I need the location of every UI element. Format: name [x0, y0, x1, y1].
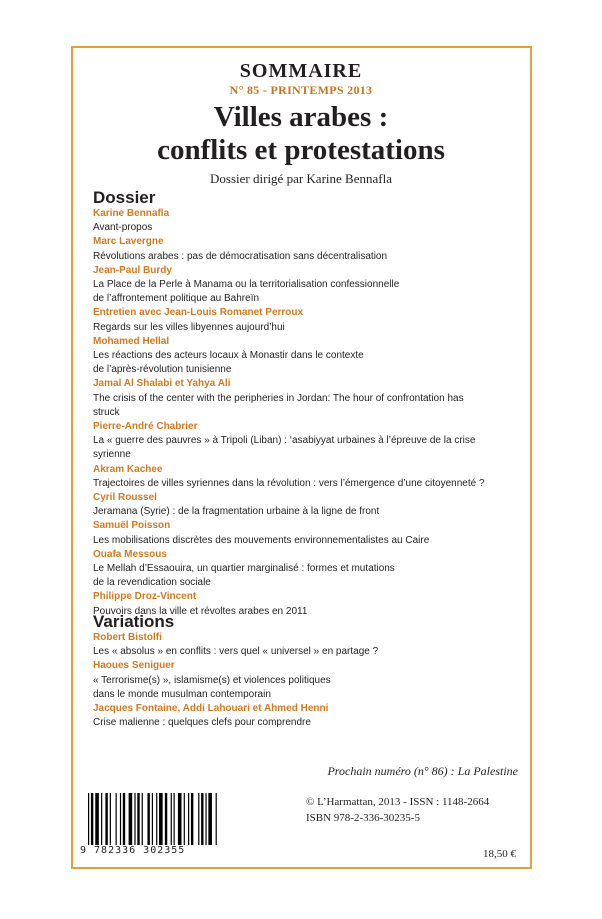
toc-title: Les mobilisations discrètes des mouvements environnementalistes au Caire	[93, 534, 430, 546]
toc-entry	[93, 207, 518, 235]
toc-title: de l’après-révolution tunisienne	[93, 364, 232, 376]
toc-author: Karine Bennafla	[93, 208, 170, 219]
toc-entry	[93, 420, 518, 463]
toc-title: Révolutions arabes : pas de démocratisation sans décentralisation	[93, 250, 388, 262]
toc-author: Entretien avec Jean-Louis Romanet Perroux	[93, 307, 304, 319]
barcode-bar	[116, 793, 117, 845]
copyright: © L’Harmattan, 2013 - ISSN : 1148-2664	[306, 796, 490, 808]
barcode-bar	[208, 793, 212, 845]
toc-entry	[93, 235, 518, 263]
toc-title: La Place de la Perle à Manama ou la territorialisation confessionnelle	[93, 279, 400, 291]
barcode-bar	[110, 793, 111, 845]
toc-author: Haoues Seniguer	[93, 660, 175, 672]
barcode-bar	[105, 793, 107, 845]
toc-title: de l’affrontement politique au Bahreïn	[93, 293, 260, 305]
toc-title: Les « absolus » en conflits : vers quel « universel » en partage ?	[93, 646, 379, 658]
barcode-bar	[120, 793, 121, 845]
barcode-bar	[198, 793, 199, 845]
barcode-bar	[201, 793, 203, 845]
isbn: ISBN 978-2-336-30235-5	[306, 812, 420, 824]
toc-author: Ouafa Messous	[93, 548, 167, 560]
toc-entry	[93, 306, 518, 334]
barcode-bar	[123, 793, 125, 845]
title-line-2: conflits et protestations	[157, 134, 445, 166]
toc-title: Pouvoirs dans la ville et révoltes arabes en 2011	[93, 605, 308, 617]
barcode-bar	[178, 793, 182, 845]
toc-title: The crisis of the center with the peripheries in Jordan: The hour of confrontation has	[93, 392, 464, 404]
toc-author: Philippe Droz-Vincent	[93, 591, 197, 603]
toc-title: syrienne	[93, 449, 131, 461]
barcode-bar	[91, 793, 93, 845]
toc-entry	[93, 659, 518, 702]
toc-title: de la revendication sociale	[93, 577, 211, 589]
barcode-bar	[129, 793, 133, 845]
barcode-bar	[147, 793, 149, 845]
toc-entry	[93, 335, 518, 378]
toc-entry	[93, 548, 518, 591]
variations-list	[93, 631, 518, 730]
barcode-bar	[159, 793, 163, 845]
title-line-1: Villes arabes :	[213, 101, 389, 133]
toc-entry	[93, 264, 518, 307]
barcode-bar	[142, 793, 143, 845]
toc-author: Pierre-André Chabrier	[93, 421, 198, 433]
toc-title: Regards sur les villes libyennes aujourd’hui	[93, 321, 285, 333]
barcode-bar	[134, 793, 135, 845]
section-heading-dossier: Dossier	[93, 188, 156, 207]
toc-title: « Terrorisme(s) », islamisme(s) et violences politiques	[93, 674, 331, 686]
toc-author: Jacques Fontaine, Addi Lahouari et Ahmed Henni	[93, 703, 329, 715]
toc-author: Marc Lavergne	[93, 236, 164, 248]
toc-author: Samuël Poisson	[93, 520, 171, 532]
section-heading-variations: Variations	[93, 612, 175, 631]
toc-entry	[93, 631, 518, 659]
toc-author: Jean-Paul Burdy	[93, 264, 172, 276]
toc-title: struck	[93, 406, 120, 418]
toc-entry	[93, 377, 518, 420]
toc-title: Trajectoires de villes syriennes dans la révolution : vers l’émergence d’une citoyenneté ?	[93, 477, 485, 489]
price: 18,50 €	[483, 848, 516, 860]
toc-title: Crise malienne : quelques clefs pour comprendre	[93, 717, 311, 729]
toc-title: Avant-propos	[93, 222, 153, 234]
barcode-bar	[101, 793, 102, 845]
toc-author: Akram Kachee	[93, 463, 163, 475]
barcode-digits: 9 782336 302355	[80, 845, 186, 856]
barcode-bar	[152, 793, 153, 845]
toc-entry	[93, 702, 518, 730]
toc-author: Mohamed Hellal	[93, 335, 170, 347]
barcode-bar	[205, 793, 206, 845]
toc-entry	[93, 519, 518, 547]
dossier-list	[93, 207, 518, 619]
barcode-bar	[165, 793, 167, 845]
barcode-bar	[184, 793, 185, 845]
sommaire-heading: SOMMAIRE	[239, 60, 363, 82]
toc-entry	[93, 491, 518, 519]
barcode-bar	[174, 793, 175, 845]
toc-title: Jeramana (Syrie) : de la fragmentation urbaine à la ligne de front	[93, 506, 380, 518]
barcode-bar	[137, 793, 139, 845]
barcode-bar	[216, 793, 217, 845]
barcode-bar	[191, 793, 193, 845]
toc-author: Robert Bistolfi	[93, 632, 162, 643]
barcode-bar	[156, 793, 157, 845]
toc-author: Jamal Al Shalabi et Yahya Ali	[93, 378, 231, 390]
barcode-bar	[188, 793, 189, 845]
barcode-bar	[88, 793, 89, 845]
toc-entry	[93, 463, 518, 491]
toc-title: La « guerre des pauvres » à Tripoli (Liban) : ‘asabiyyat urbaines à l’épreuve de la crise	[93, 435, 476, 447]
barcode-bar	[95, 793, 99, 845]
dossier-director: Dossier dirigé par Karine Bennafla	[210, 171, 392, 186]
toc-title: Les réactions des acteurs locaux à Monastir dans le contexte	[93, 350, 364, 362]
toc-author: Cyril Roussel	[93, 492, 157, 504]
barcode-bar	[171, 793, 172, 845]
issue-number: N° 85 - PRINTEMPS 2013	[229, 83, 373, 97]
next-issue: Prochain numéro (n° 86) : La Palestine	[327, 764, 518, 778]
barcode-image	[86, 793, 266, 845]
toc-title: dans le monde musulman contemporain	[93, 688, 271, 700]
toc-title: Le Mellah d’Essaouira, un quartier marginalisé : formes et mutations	[93, 563, 395, 575]
